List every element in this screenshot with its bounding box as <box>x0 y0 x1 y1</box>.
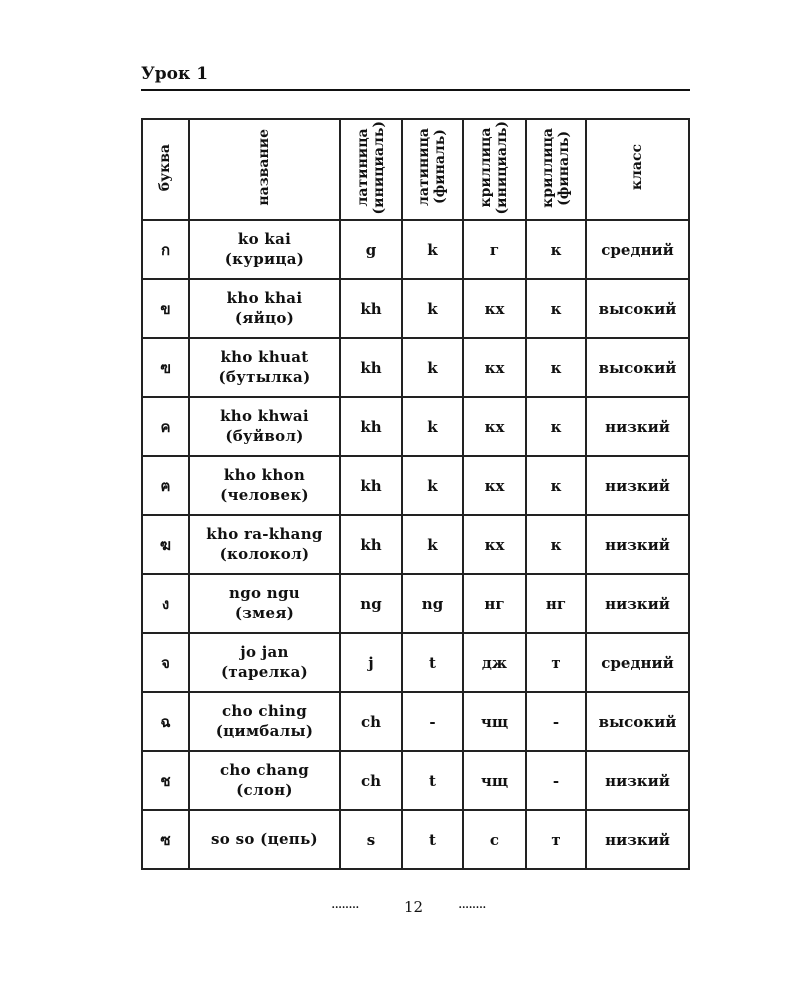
thai-letter: ฅ <box>142 456 189 515</box>
footer-dots-right: ........ <box>458 896 486 912</box>
latin-final: k <box>402 515 463 574</box>
cyrillic-initial: кх <box>463 456 526 515</box>
page-number: 12 <box>404 898 424 916</box>
latin-final: k <box>402 279 463 338</box>
consonant-class: низкий <box>586 810 689 869</box>
column-header-line: (инициаль) <box>494 120 511 215</box>
latin-final: t <box>402 751 463 810</box>
table-row <box>142 456 689 515</box>
thai-letter: ฉ <box>142 692 189 751</box>
consonant-class: средний <box>586 220 689 279</box>
letter-name-line: kho ra-khang <box>206 525 323 543</box>
column-header-label <box>629 144 645 190</box>
column-header-line: класс <box>629 144 646 191</box>
column-header-line: латиница <box>416 128 433 207</box>
cyrillic-final: к <box>526 397 586 456</box>
latin-initial: j <box>340 633 402 692</box>
table-row <box>142 810 689 869</box>
table-row <box>142 279 689 338</box>
letter-name-line: (тарелка) <box>220 662 309 681</box>
page-footer <box>0 896 800 916</box>
thai-letter: ฆ <box>142 515 189 574</box>
cyrillic-final: - <box>526 692 586 751</box>
latin-initial: ch <box>340 692 402 751</box>
letter-name-line: kho khai <box>226 289 303 307</box>
cyrillic-final: к <box>526 456 586 515</box>
column-header-line: (финаль) <box>432 130 449 205</box>
cyrillic-initial: с <box>463 810 526 869</box>
thai-letter: ก <box>142 220 189 279</box>
latin-initial: kh <box>340 397 402 456</box>
letter-name-line: (слон) <box>236 780 293 799</box>
cyrillic-initial: нг <box>463 574 526 633</box>
letter-name-line: (курица) <box>224 249 305 268</box>
consonant-class: низкий <box>586 751 689 810</box>
cyrillic-final: т <box>526 633 586 692</box>
column-header-klass <box>586 119 689 220</box>
thai-letter: ง <box>142 574 189 633</box>
latin-initial: kh <box>340 456 402 515</box>
table-row <box>142 220 689 279</box>
latin-final: - <box>402 692 463 751</box>
latin-initial: kh <box>340 279 402 338</box>
letter-name <box>189 456 340 515</box>
letter-name <box>189 338 340 397</box>
latin-initial: s <box>340 810 402 869</box>
cyrillic-initial: кх <box>463 338 526 397</box>
cyrillic-initial: кх <box>463 515 526 574</box>
letter-name-line: cho chang <box>219 761 310 779</box>
consonant-class: высокий <box>586 692 689 751</box>
table-row <box>142 692 689 751</box>
table-row <box>142 574 689 633</box>
cyrillic-initial: кх <box>463 279 526 338</box>
column-header-line: буква <box>157 143 174 192</box>
consonant-class: низкий <box>586 397 689 456</box>
table-row <box>142 751 689 810</box>
latin-final: k <box>402 220 463 279</box>
letter-name <box>189 515 340 574</box>
letter-name <box>189 220 340 279</box>
latin-final: ng <box>402 574 463 633</box>
cyrillic-final: к <box>526 220 586 279</box>
column-header-line: криллица <box>539 127 556 208</box>
latin-initial: g <box>340 220 402 279</box>
column-header-line: (инициаль) <box>371 120 387 215</box>
column-header-label <box>157 144 173 191</box>
letter-name <box>189 692 340 751</box>
letter-name <box>189 279 340 338</box>
consonant-class: низкий <box>586 456 689 515</box>
thai-alphabet-table <box>141 118 690 870</box>
column-header-label <box>256 129 272 206</box>
letter-name-line: kho khwai <box>220 407 309 425</box>
table-row <box>142 338 689 397</box>
table-header-row <box>142 119 689 220</box>
latin-final: t <box>402 810 463 869</box>
cyrillic-final: нг <box>526 574 586 633</box>
column-header-label <box>478 121 510 214</box>
table-row <box>142 633 689 692</box>
consonant-class: высокий <box>586 338 689 397</box>
cyrillic-final: - <box>526 751 586 810</box>
consonant-class: низкий <box>586 515 689 574</box>
latin-final: k <box>402 456 463 515</box>
letter-name-line: (змея) <box>234 603 295 622</box>
thai-letter: ซ <box>142 810 189 869</box>
letter-name-line: (человек) <box>220 485 309 504</box>
thai-letter: ช <box>142 751 189 810</box>
letter-name-line: (колокол) <box>219 544 310 563</box>
thai-letter: จ <box>142 633 189 692</box>
thai-letter: ฃ <box>142 338 189 397</box>
column-header-line: название <box>256 129 273 206</box>
letter-name-line: ko kai <box>237 230 292 248</box>
letter-name-line: kho khuat <box>220 348 309 366</box>
column-header-line: криллица <box>478 127 495 208</box>
letter-name-line: (яйцо) <box>234 308 295 327</box>
letter-name <box>189 810 340 869</box>
thai-letter: ค <box>142 397 189 456</box>
column-header-line: (финаль) <box>556 130 572 205</box>
latin-initial: ch <box>340 751 402 810</box>
lesson-header: Урок 1 <box>141 64 690 91</box>
letter-name-line: (буйвол) <box>225 426 304 445</box>
column-header-name <box>189 119 340 220</box>
letter-name <box>189 574 340 633</box>
column-header-lat_init <box>340 119 402 220</box>
cyrillic-initial: г <box>463 220 526 279</box>
footer-dots-left: ........ <box>331 896 359 912</box>
latin-initial: ng <box>340 574 402 633</box>
letter-name-line: (цимбалы) <box>215 721 314 740</box>
latin-final: k <box>402 397 463 456</box>
cyrillic-final: т <box>526 810 586 869</box>
consonant-class: низкий <box>586 574 689 633</box>
thai-letter: ข <box>142 279 189 338</box>
letter-name <box>189 633 340 692</box>
column-header-letter <box>142 119 189 220</box>
table-row <box>142 515 689 574</box>
latin-final: k <box>402 338 463 397</box>
column-header-label <box>416 128 448 206</box>
consonant-class: высокий <box>586 279 689 338</box>
letter-name-line: kho khon <box>223 466 306 484</box>
column-header-cyr_init <box>463 119 526 220</box>
column-header-label <box>540 128 572 208</box>
cyrillic-final: к <box>526 279 586 338</box>
column-header-line: латиница <box>354 128 371 207</box>
latin-initial: kh <box>340 515 402 574</box>
letter-name <box>189 751 340 810</box>
cyrillic-initial: кх <box>463 397 526 456</box>
consonant-class: средний <box>586 633 689 692</box>
table-row <box>142 397 689 456</box>
letter-name-line: cho ching <box>221 702 308 720</box>
latin-initial: kh <box>340 338 402 397</box>
cyrillic-initial: чщ <box>463 692 526 751</box>
letter-name-line: ngo ngu <box>228 584 301 602</box>
letter-name-line: jo jan <box>240 643 289 661</box>
letter-name-line: (бутылка) <box>218 367 311 386</box>
latin-final: t <box>402 633 463 692</box>
column-header-lat_final <box>402 119 463 220</box>
letter-name-line: so so (цепь) <box>211 829 318 848</box>
column-header-cyr_final <box>526 119 586 220</box>
column-header-label <box>355 121 387 214</box>
cyrillic-initial: дж <box>463 633 526 692</box>
cyrillic-initial: чщ <box>463 751 526 810</box>
letter-name <box>189 397 340 456</box>
cyrillic-final: к <box>526 338 586 397</box>
cyrillic-final: к <box>526 515 586 574</box>
